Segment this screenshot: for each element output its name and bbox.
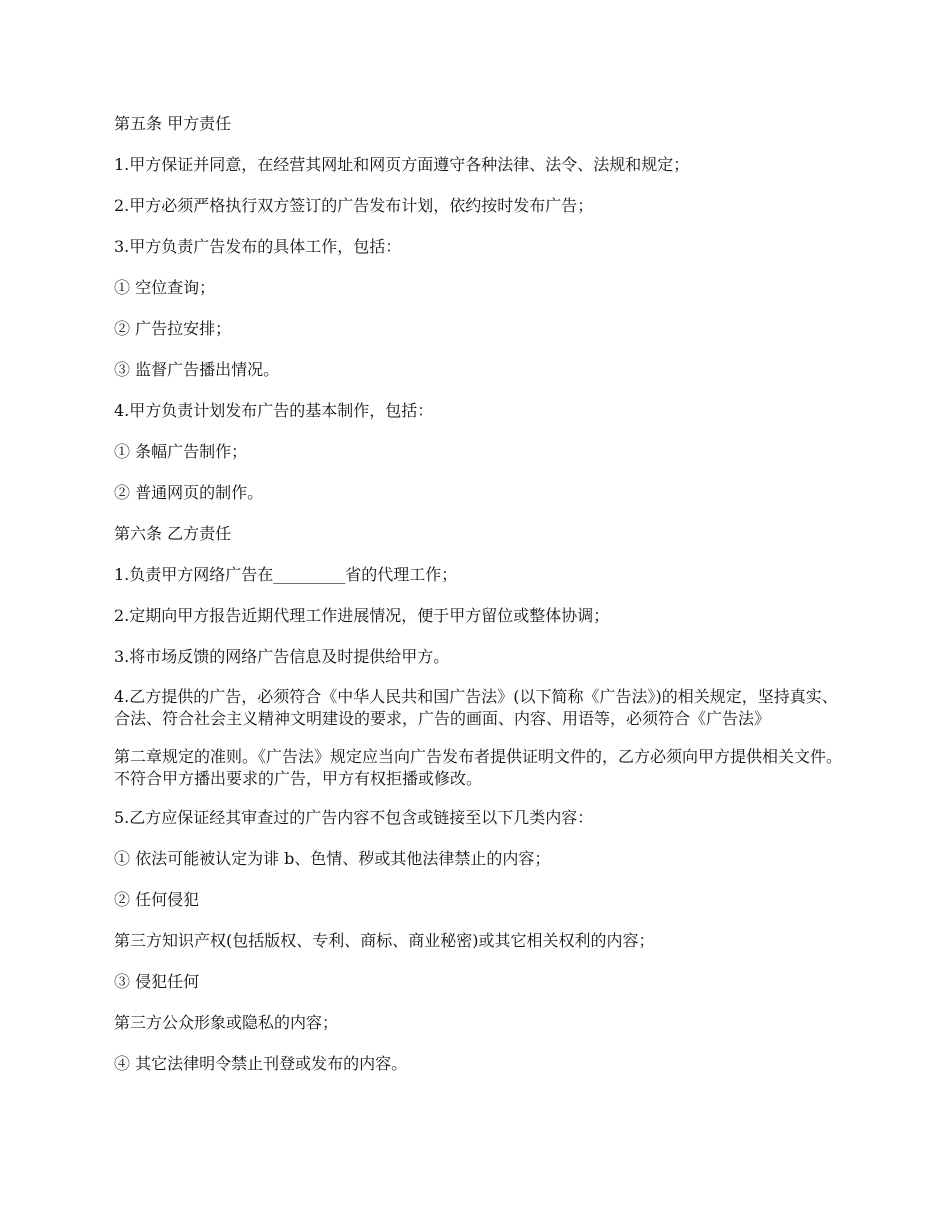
list-item: ③ 侵犯任何 — [114, 972, 200, 991]
article-5-clause-3: 3.甲方负责广告发布的具体工作，包括： — [114, 237, 402, 256]
list-item: ② 普通网页的制作。 — [114, 483, 264, 502]
list-item: ① 依法可能被认定为诽 b、色情、秽或其他法律禁止的内容； — [114, 849, 551, 868]
article-5-clause-2: 2.甲方必须严格执行双方签订的广告发布计划，依约按时发布广告； — [114, 196, 594, 215]
article-5-clause-4: 4.甲方负责计划发布广告的基本制作，包括： — [114, 401, 434, 420]
article-6-clause-4-continued: 第二章规定的准则。《广告法》规定应当向广告发布者提供证明文件的，乙方必须向甲方提供相关文件。不符合甲方播出要求的广告，甲方有权拒播或修改。 — [114, 747, 843, 788]
article-6-clause-1: 1.负责甲方网络广告在_________省的代理工作； — [114, 565, 458, 584]
list-item: ④ 其它法律明令禁止刊登或发布的内容。 — [114, 1054, 408, 1073]
list-item: ② 广告拉安排； — [114, 319, 232, 338]
article-6-clause-5: 5.乙方应保证经其审查过的广告内容不包含或链接至以下几类内容： — [114, 808, 594, 827]
list-item-continued: 第三方公众形象或隐私的内容； — [114, 1013, 339, 1032]
article-5-heading: 第五条 甲方责任 — [114, 114, 232, 133]
list-item-continued: 第三方知识产权(包括版权、专利、商标、商业秘密)或其它相关权利的内容； — [114, 931, 655, 950]
article-6-clause-3: 3.将市场反馈的网络广告信息及时提供给甲方。 — [114, 647, 450, 666]
article-5-clause-1: 1.甲方保证并同意，在经营其网址和网页方面遵守各种法律、法令、法规和规定； — [114, 155, 690, 174]
article-6-heading: 第六条 乙方责任 — [114, 524, 232, 543]
list-item: ③ 监督广告播出情况。 — [114, 360, 280, 379]
article-6-clause-4: 4.乙方提供的广告，必须符合《中华人民共和国广告法》(以下简称《广告法》)的相关规定，坚持真实、合法、符合社会主义精神文明建设的要求，广告的画面、内容、用语等，必须符合《广告法》 — [114, 687, 838, 728]
list-item: ① 空位查询； — [114, 278, 216, 297]
list-item: ② 任何侵犯 — [114, 890, 200, 909]
list-item: ① 条幅广告制作； — [114, 442, 248, 461]
article-6-clause-2: 2.定期向甲方报告近期代理工作进展情况，便于甲方留位或整体协调； — [114, 606, 610, 625]
document-body — [114, 112, 842, 1093]
